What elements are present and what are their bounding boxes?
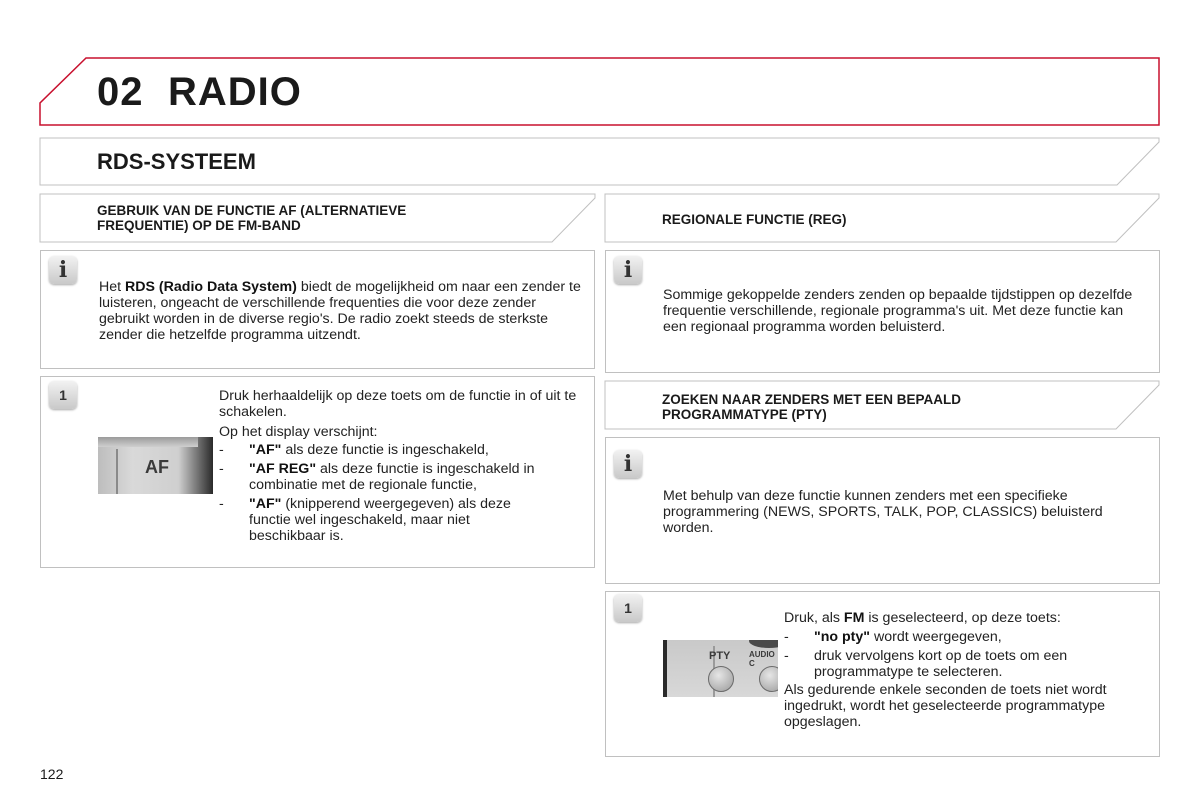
chapter-number: 02 <box>97 70 144 114</box>
left-step-intro: Druk herhaaldelijk op deze toets om de functie in of uit te schakelen. <box>219 388 577 420</box>
pty-info-text: Met behulp van deze functie kunnen zenders met een specifieke programmering (NEWS, SPORTS, TALK, POP, CLASSICS) beluisterd worden. <box>663 488 1103 536</box>
reg-heading: REGIONALE FUNCTIE (REG) <box>662 212 847 227</box>
left-step-list <box>219 442 591 544</box>
info-icon: i <box>614 256 642 284</box>
step-number-icon <box>614 594 642 622</box>
step-number-icon <box>49 381 77 409</box>
audio-button-label: AUDIO C <box>749 650 775 668</box>
left-info-bold: RDS (Radio Data System) <box>125 279 297 295</box>
pty-button-label: PTY <box>709 650 731 662</box>
af-button-label: AF <box>145 457 169 477</box>
list-item: - "AF" als deze functie is ingeschakeld, <box>219 442 489 458</box>
step-number: 1 <box>59 387 67 403</box>
pty-step-outro: Als gedurende enkele seconden de toets niet wordt ingedrukt, wordt het geselecteerde programmatype opgeslagen. <box>784 682 1107 730</box>
left-step-display-intro: Op het display verschijnt: <box>219 424 378 440</box>
pty-heading <box>662 392 961 422</box>
info-icon: i <box>49 256 77 284</box>
list-item: - "AF REG" als deze functie is ingeschakeld in combinatie met de regionale functie, <box>219 461 535 493</box>
step-number: 1 <box>624 600 632 616</box>
pty-step-text <box>784 610 1154 730</box>
pty-heading-line2: PROGRAMMATYPE (PTY) <box>662 407 827 422</box>
list-item: - druk vervolgens kort op de toets om een programmatype te selecteren. <box>784 648 1068 680</box>
pty-button-image <box>663 640 778 697</box>
pty-heading-line1: ZOEKEN NAAR ZENDERS MET EEN BEPAALD <box>662 392 962 407</box>
page-number: 122 <box>40 766 64 782</box>
left-heading <box>97 203 406 233</box>
section-title: RDS-SYSTEEM <box>97 149 256 174</box>
left-info-pre: Het <box>99 279 126 295</box>
reg-info-text: Sommige gekoppelde zenders zenden op bepaalde tijdstippen op dezelfde frequentie verschillende, regionale programma's uit. Met deze functie kan een regionaal programma worden beluisterd. <box>663 287 1133 335</box>
pty-step-list <box>784 629 1154 680</box>
pty-step-intro: Druk, als FM is geselecteerd, op deze toets: <box>784 610 1061 626</box>
list-item: - "no pty" wordt weergegeven, <box>784 629 1002 645</box>
info-icon: i <box>614 450 642 478</box>
left-heading-line1: GEBRUIK VAN DE FUNCTIE AF (ALTERNATIEVE <box>97 203 407 218</box>
left-info-text <box>99 279 584 343</box>
chapter-title: RADIO <box>168 70 302 114</box>
list-item: - "AF" (knipperend weergegeven) als deze functie wel ingeschakeld, maar niet beschikbaar is. <box>219 496 511 544</box>
left-info-post: biedt de mogelijkheid om naar een zender te luisteren, ongeacht de verschillende frequenties die voor deze zender gebruikt worden in de diverse regio's. De radio zoekt steeds de sterkste zender die hetzelfde programma uitzendt. <box>99 279 581 343</box>
left-step-text <box>219 388 591 544</box>
af-button-image <box>98 437 213 494</box>
left-heading-line2: FREQUENTIE) OP DE FM-BAND <box>97 218 301 233</box>
